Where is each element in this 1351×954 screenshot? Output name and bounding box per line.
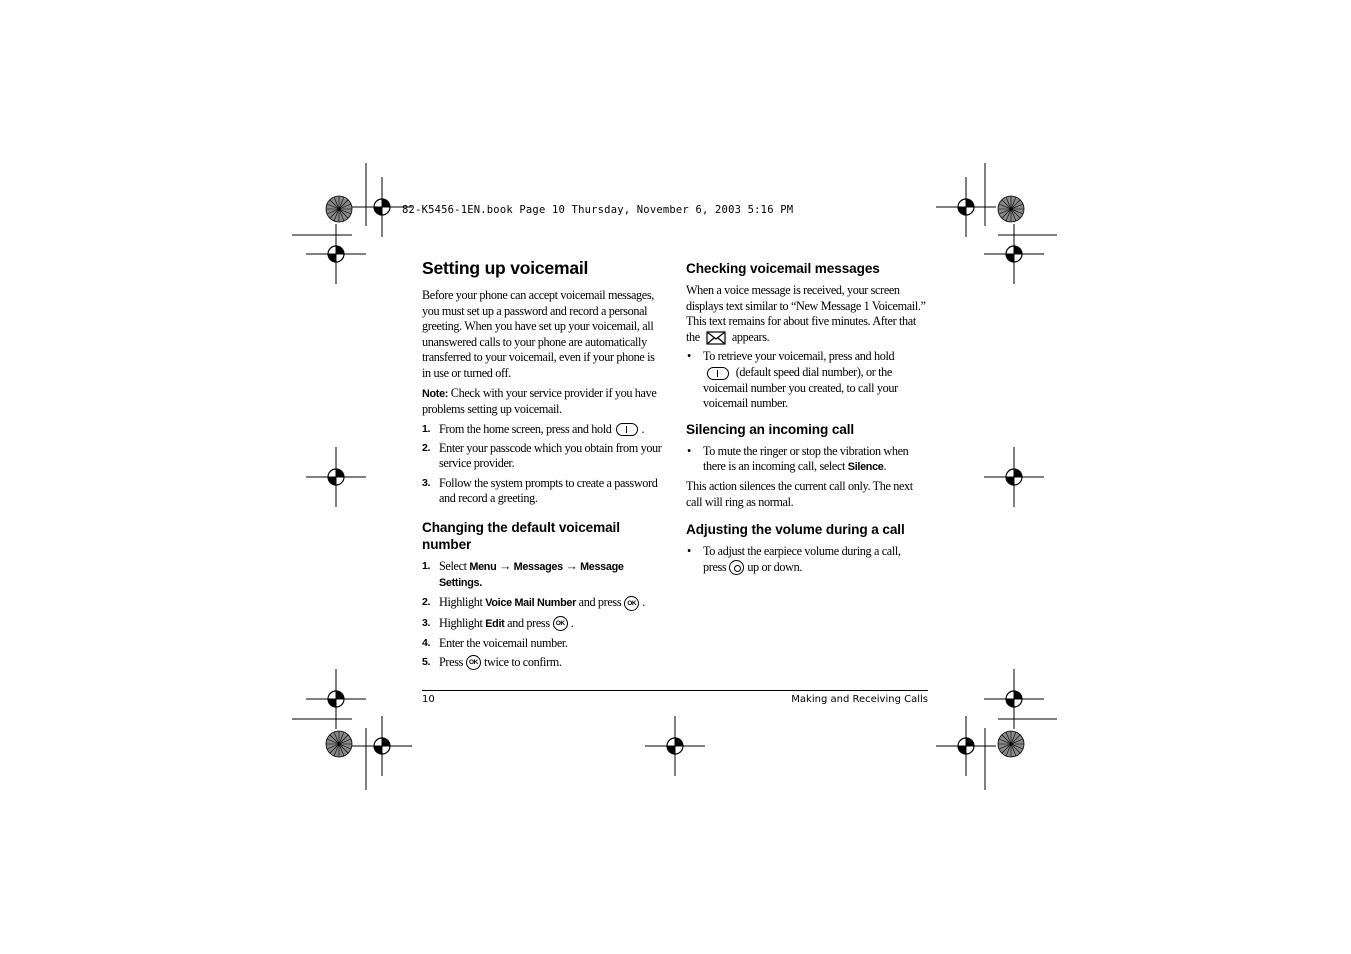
registration-target-icon xyxy=(984,224,1044,284)
note-label: Note: xyxy=(422,387,449,400)
step-end: . xyxy=(570,615,574,630)
bullet-text: To mute the ringer or stop the vibration when there is an incoming call, select xyxy=(703,443,909,474)
step-number: 2. xyxy=(422,441,431,454)
bullet-text: To adjust the earpiece volume during a call, press xyxy=(703,544,901,574)
registration-target-icon xyxy=(352,716,412,776)
section-title-changing-default: Changing the default voicemail number xyxy=(422,519,620,552)
ok-key-icon: OK xyxy=(624,596,639,611)
step-number: 5. xyxy=(422,655,431,668)
bullet-text: (default speed dial number), or the voicemail number you created, to call your voicemail number. xyxy=(703,364,898,411)
bullet-text: up or down. xyxy=(747,559,803,574)
section-title-setting-up-voicemail: Setting up voicemail xyxy=(422,258,589,278)
registration-target-icon xyxy=(306,224,366,284)
step-text: Highlight xyxy=(439,595,486,610)
step-text: Enter your passcode which you obtain from your service provider. xyxy=(439,440,662,471)
footer-section-title: Making and Receiving Calls xyxy=(791,694,928,705)
arrow: → xyxy=(496,558,514,573)
star-mark-bottom-left xyxy=(326,731,352,757)
step-text: and press xyxy=(504,615,550,630)
step-text: Highlight xyxy=(439,615,486,630)
step-text: Enter the voicemail number. xyxy=(439,635,568,650)
registration-target-icon xyxy=(936,716,996,776)
registration-target-icon xyxy=(306,669,366,729)
arrow: → xyxy=(562,558,581,573)
section-title-silencing: Silencing an incoming call xyxy=(686,421,855,437)
bullet-icon: • xyxy=(687,544,691,559)
step-text: Press xyxy=(439,654,463,669)
silence-paragraph: This action silences the current call only. The next call will ring as normal. xyxy=(686,478,913,509)
ok-key-icon: OK xyxy=(553,616,568,631)
registration-target-icon xyxy=(984,669,1044,729)
ok-key-icon: OK xyxy=(466,655,481,670)
bullet-icon: • xyxy=(687,349,691,364)
silence-label: Silence xyxy=(847,461,884,474)
step-text: Follow the system prompts to create a password and record a greeting. xyxy=(439,475,658,506)
step-text: twice to confirm. xyxy=(483,654,562,669)
bullet-end: . xyxy=(883,459,887,474)
bullet-text: To retrieve your voicemail, press and hold xyxy=(703,349,895,364)
step-number: 1. xyxy=(422,422,431,435)
step-text: Select xyxy=(439,558,470,573)
registration-target-icon xyxy=(936,177,996,237)
note-text: Check with your service provider if you have problems setting up voicemail. xyxy=(422,385,657,417)
edit-label: Edit xyxy=(485,617,505,630)
step-number: 4. xyxy=(422,636,431,649)
check-text: When a voice message is received, your screen displays text similar to “New Message 1 Voicemail.” This text remains for about five minutes. After that the xyxy=(686,283,926,344)
page-number: 10 xyxy=(422,694,435,705)
file-stamp: 82-K5456-1EN.book Page 10 Thursday, November 6, 2003 5:16 PM xyxy=(402,204,794,216)
step-number: 3. xyxy=(422,476,431,489)
step-end: . xyxy=(642,595,645,610)
registration-target-icon xyxy=(645,716,705,776)
menu-label: Menu xyxy=(469,560,497,573)
registration-target-icon xyxy=(984,447,1044,507)
voice-mail-number-label: Voice Mail Number xyxy=(485,597,576,610)
bullet-icon: • xyxy=(687,443,691,458)
star-mark-top-left xyxy=(326,196,352,222)
step-text: From the home screen, press and hold xyxy=(439,421,612,436)
step-number: 3. xyxy=(422,616,431,629)
messages-label: Messages xyxy=(513,560,563,573)
message-settings-label: Message Settings. xyxy=(439,560,624,590)
registration-target-icon xyxy=(306,447,366,507)
registration-target-icon xyxy=(352,177,412,237)
step-text: and press xyxy=(575,595,622,610)
section-title-checking-voicemail: Checking voicemail messages xyxy=(686,261,880,276)
check-text-end: appears. xyxy=(731,329,770,344)
section-title-adjusting-volume: Adjusting the volume during a call xyxy=(686,522,905,538)
crop-lines xyxy=(292,163,1057,790)
step-number: 2. xyxy=(422,596,431,609)
intro-paragraph: Before your phone can accept voicemail messages, you must set up a password and record a personal greeting. When you have set up your voicemail, all unanswered calls to your phone are automatically transferred to your voicemail, even if your phone is in use or turned off. xyxy=(422,288,655,380)
star-mark-bottom-right xyxy=(998,731,1024,757)
step-end: . xyxy=(641,421,645,436)
star-mark-top-right xyxy=(998,196,1024,222)
step-number: 1. xyxy=(422,559,431,572)
